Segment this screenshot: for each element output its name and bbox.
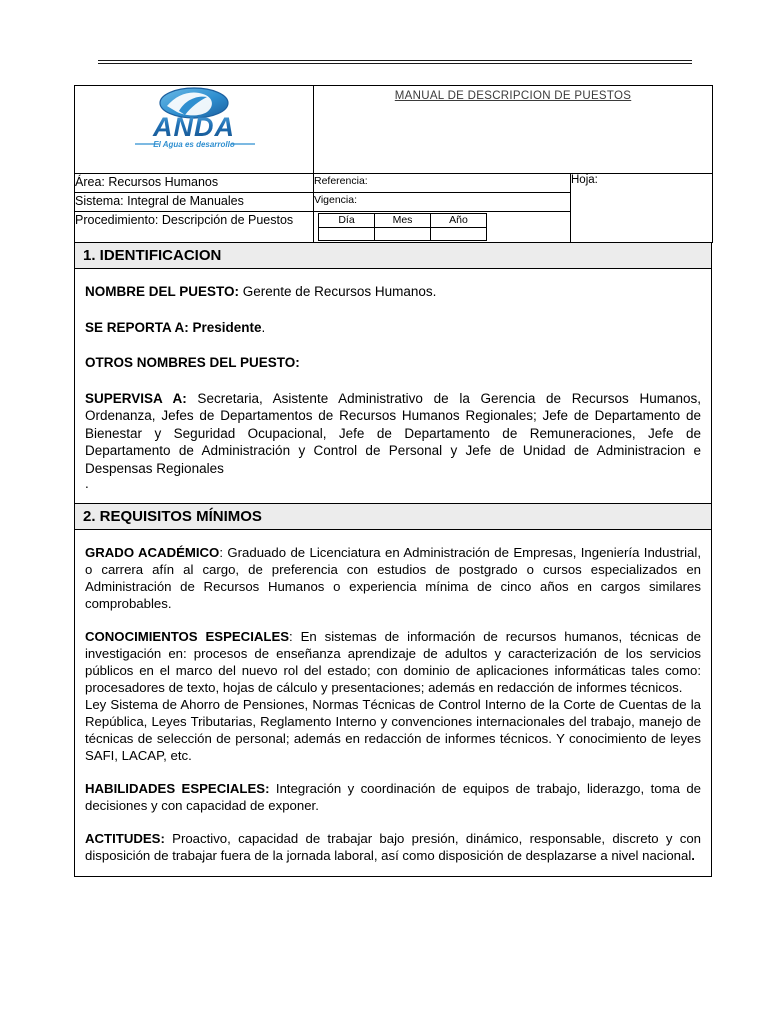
header-logo-row — [75, 86, 713, 174]
dia-value[interactable] — [319, 228, 375, 241]
otros-nombres-label: OTROS NOMBRES DEL PUESTO: — [85, 355, 300, 370]
grado-academico-value: : Graduado de Licenciatura en Administración de Empresas, Ingeniería Industrial, o carrera afín al cargo, de preferencia con estudios de postgrado o cursos especializados en Administración de Recursos Humanos o experiencia mínima de cinco años en cargos similares comprobables. — [85, 545, 701, 611]
section-2-heading: 2. REQUISITOS MÍNIMOS — [74, 504, 712, 530]
job-description-document — [74, 85, 712, 877]
conocimientos-continued-line: Ley Sistema de Ahorro de Pensiones, Normas Técnicas de Control Interno de la Corte de Cuentas de la República, Leyes Tributarias, Reglamento Interno y convenciones internacionales del trabajo, manejo de técnicas de selección de personal; además en redacción de informes técnicos. Y conocimiento de leyes SAFI, LACAP, etc. — [85, 697, 701, 763]
conocimientos-especiales-label: CONOCIMIENTOS ESPECIALES — [85, 629, 290, 644]
actitudes-end: . — [691, 848, 695, 863]
conocimientos-especiales-line — [85, 628, 701, 696]
mes-header: Mes — [375, 214, 431, 228]
section-1-body — [74, 269, 712, 504]
habilidades-especiales-line — [85, 780, 701, 814]
mes-value[interactable] — [375, 228, 431, 241]
section-1-heading: 1. IDENTIFICACION — [74, 243, 712, 269]
sistema-field: Sistema: Integral de Manuales — [75, 193, 314, 212]
section-2-body — [74, 530, 712, 877]
document-title-cell — [314, 86, 713, 174]
conocimientos-especiales-value: : En sistemas de información de recursos humanos, técnicas de investigación en: procesos de enseñanza aprendizaje de adultos y caracterización de los servicios públicos en el marco del nuevo rol del estado; con dominio de aplicaciones informáticas tales como: procesadores de texto, hojas de cálculo y presentaciones; además en redacción de informes técnicos. — [85, 629, 701, 695]
se-reporta-a-label: SE REPORTA A: Presidente — [85, 319, 262, 335]
vigencia-field: Vigencia: — [314, 193, 571, 212]
habilidades-especiales-value: Integración y coordinación de equipos de trabajo, liderazgo, toma de decisiones y con capacidad de exponer. — [85, 781, 701, 813]
nombre-del-puesto-line — [85, 283, 701, 301]
habilidades-especiales-label: HABILIDADES ESPECIALES: — [85, 781, 270, 796]
fecha-value-row — [319, 228, 487, 241]
document-title: MANUAL DE DESCRIPCION DE PUESTOS — [394, 90, 632, 102]
fecha-cell — [314, 212, 571, 243]
grado-academico-line — [85, 544, 701, 612]
top-double-rule — [98, 60, 692, 64]
hoja-field: Hoja: — [571, 174, 713, 243]
fecha-table — [318, 213, 487, 241]
grado-academico-label: GRADO ACADÉMICO — [85, 545, 220, 560]
logo-cell — [75, 86, 314, 174]
logo-tagline: El Agua es desarrollo — [153, 140, 235, 149]
procedimiento-field: Procedimiento: Descripción de Puestos — [75, 212, 314, 243]
document-header-table — [74, 85, 713, 243]
supervisa-a-label: SUPERVISA A: — [85, 390, 187, 406]
anda-logo-icon — [119, 86, 269, 152]
dia-header: Día — [319, 214, 375, 228]
nombre-del-puesto-label: NOMBRE DEL PUESTO: — [85, 284, 240, 299]
area-field: Área: Recursos Humanos — [75, 174, 314, 193]
anio-header: Año — [431, 214, 487, 228]
actitudes-label: ACTITUDES: — [85, 831, 165, 846]
svg-text:ANDA: ANDA — [153, 112, 235, 142]
referencia-field: Referencia: — [314, 174, 571, 193]
supervisa-a-line — [85, 390, 701, 478]
se-reporta-a-value: . — [261, 319, 266, 335]
actitudes-value: Proactivo, capacidad de trabajar bajo presión, dinámico, responsable, discreto y con disposición de trabajar fuera de la jornada laboral, así como disposición de desplazarse a nivel nacional — [85, 831, 701, 863]
actitudes-line — [85, 830, 701, 864]
supervisa-a-value: Secretaria, Asistente Administrativo de la Gerencia de Recursos Humanos, Ordenanza, Jefes de Departamentos de Recursos Humanos Regionales; Jefe de Departamento de Bienestar y Seguridad Ocupacional, Jefe de Departamento de Remuneraciones, Jefe de Departamento de Administración y Control de Personal y Jefe de Unidad de Administracion e Despensas Regionales — [85, 390, 702, 476]
nombre-del-puesto-value: Gerente de Recursos Humanos. — [239, 284, 437, 299]
anio-value[interactable] — [431, 228, 487, 241]
header-area-row — [75, 174, 713, 193]
otros-nombres-line — [85, 354, 701, 372]
supervisa-trailing-dot: . — [85, 476, 89, 491]
se-reporta-a-line — [85, 319, 701, 337]
fecha-header-row — [319, 214, 487, 228]
